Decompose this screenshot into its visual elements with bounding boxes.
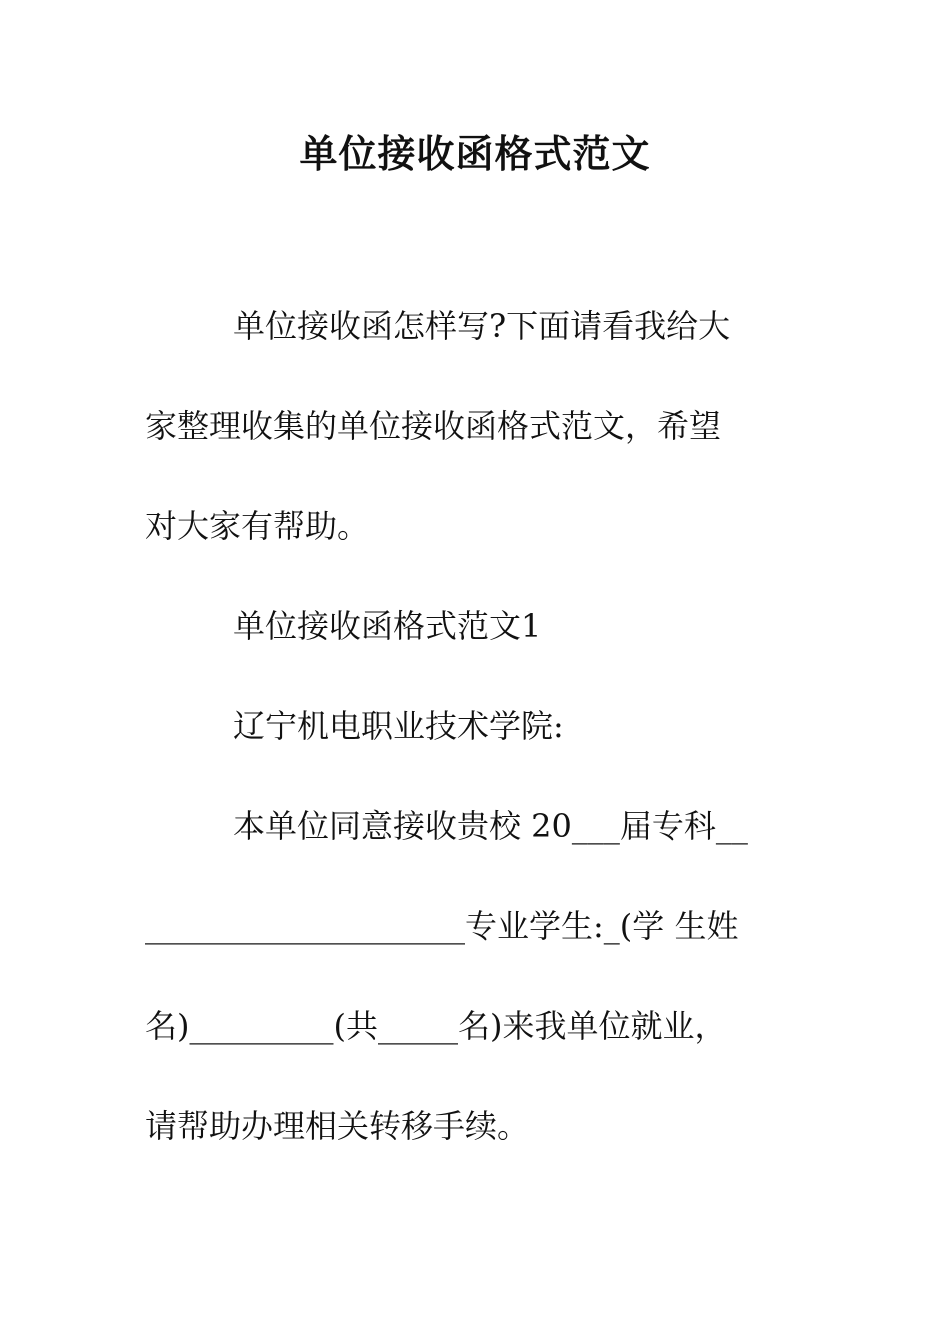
paragraph-body bbox=[145, 776, 805, 1176]
paragraph-line: 家整理收集的单位接收函格式范文，希望 bbox=[145, 407, 722, 445]
paragraph-heading bbox=[145, 576, 805, 676]
section-heading: 单位接收函格式范文1 bbox=[233, 607, 542, 645]
document-title: 单位接收函格式范文 bbox=[299, 131, 651, 176]
paragraph-line: 请帮助办理相关转移手续。 bbox=[145, 1107, 530, 1145]
paragraph-line: ____________________专业学生:_(学 生姓 bbox=[145, 907, 739, 945]
paragraph-line: 对大家有帮助。 bbox=[145, 507, 370, 545]
paragraph-line: 本单位同意接收贵校 20___届专科__ bbox=[233, 807, 748, 845]
document-body bbox=[145, 276, 805, 1176]
paragraph-line: 单位接收函怎样写?下面请看我给大 bbox=[233, 307, 731, 345]
paragraph-line: 名)_________(共_____名)来我单位就业， bbox=[145, 1007, 727, 1045]
paragraph-recipient bbox=[145, 676, 805, 776]
paragraph-intro bbox=[145, 276, 805, 576]
recipient-line: 辽宁机电职业技术学院: bbox=[233, 707, 564, 745]
